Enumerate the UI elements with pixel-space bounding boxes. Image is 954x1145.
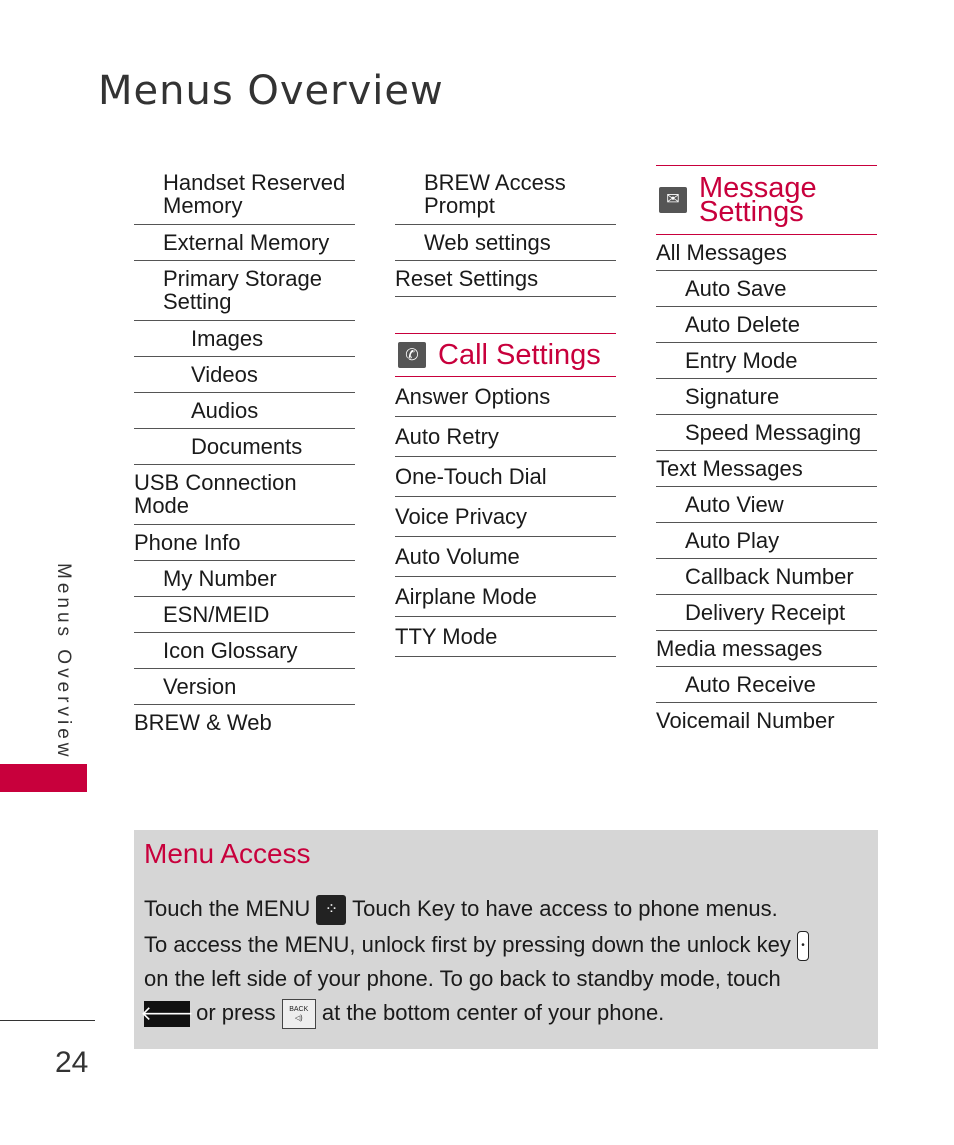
menu-item: Media messages <box>656 631 877 667</box>
back-arrow-icon: 🡐 <box>140 1003 194 1026</box>
text: Touch Key to have access to phone menus. <box>352 896 778 921</box>
menu-item: One-Touch Dial <box>395 457 616 497</box>
menu-item: Voicemail Number <box>656 708 835 733</box>
page-number: 24 <box>55 1046 89 1079</box>
menu-item: Auto View <box>656 487 877 523</box>
message-settings-header <box>656 165 877 235</box>
menu-item: Handset Reserved Memory <box>134 165 355 225</box>
menu-item: My Number <box>134 561 355 597</box>
back-button-icon <box>282 999 316 1029</box>
menu-item: Icon Glossary <box>134 633 355 669</box>
back-button-label: BACK <box>289 1006 309 1014</box>
section-title-line: Settings <box>699 196 804 228</box>
page-title: Menus Overview <box>98 68 444 114</box>
menu-column-2 <box>395 165 616 657</box>
menu-item: External Memory <box>134 225 355 261</box>
text: Touch the MENU <box>144 896 311 921</box>
menu-item: Delivery Receipt <box>656 595 877 631</box>
menu-item: Primary Storage Setting <box>134 261 355 321</box>
text: To access the MENU, unlock first by pressing down the unlock key <box>144 932 791 957</box>
call-settings-header <box>395 333 616 377</box>
menu-item: Version <box>134 669 355 705</box>
menu-item: Videos <box>134 357 355 393</box>
menu-access-line: on the left side of your phone. To go back to standby mode, touch <box>144 966 781 991</box>
menu-item: Auto Play <box>656 523 877 559</box>
menu-item: Auto Receive <box>656 667 877 703</box>
menu-item: Signature <box>656 379 877 415</box>
menu-item: Reset Settings <box>395 261 616 297</box>
menu-item: Answer Options <box>395 377 616 417</box>
menu-item: ESN/MEID <box>134 597 355 633</box>
menu-item: Audios <box>134 393 355 429</box>
menu-item: All Messages <box>656 235 877 271</box>
text: at the bottom center of your phone. <box>321 1000 665 1025</box>
menu-item: Phone Info <box>134 525 355 561</box>
menu-access-line <box>144 892 864 926</box>
menu-item: Documents <box>134 429 355 465</box>
menu-column-1 <box>134 165 355 740</box>
menu-item: USB Connection Mode <box>134 465 355 525</box>
menu-item: Speed Messaging <box>656 415 877 451</box>
menu-item: Images <box>134 321 355 357</box>
section-title-line: Message <box>699 172 817 204</box>
menu-item: BREW & Web <box>134 710 272 735</box>
menu-item: Callback Number <box>656 559 877 595</box>
menu-item: Voice Privacy <box>395 497 616 537</box>
menu-item: Auto Delete <box>656 307 877 343</box>
envelope-gear-icon: ✉ <box>659 187 687 213</box>
menu-item: Auto Volume <box>395 537 616 577</box>
menu-item: Auto Retry <box>395 417 616 457</box>
menu-access-title: Menu Access <box>144 838 311 869</box>
menu-item: Entry Mode <box>656 343 877 379</box>
menu-item: BREW Access Prompt <box>395 165 616 225</box>
speaker-icon: ◁) <box>294 1015 303 1023</box>
phone-gear-icon: ✆ <box>398 342 426 368</box>
section-title: Call Settings <box>438 338 601 371</box>
menu-key-icon: ⁘ <box>316 895 346 925</box>
side-section-label: Menus Overview <box>53 563 74 761</box>
unlock-key-icon: • <box>797 931 809 961</box>
menu-access-line <box>144 928 864 962</box>
page-number-rule <box>0 1020 95 1021</box>
text: or press <box>196 1000 276 1025</box>
menu-item: Auto Save <box>656 271 877 307</box>
menu-item: Text Messages <box>656 451 877 487</box>
menu-access-box <box>134 830 878 1049</box>
section-title <box>699 172 817 228</box>
menu-column-3 <box>656 165 877 738</box>
menu-access-line <box>140 996 864 1030</box>
menu-item: TTY Mode <box>395 617 616 657</box>
menu-item: Web settings <box>395 225 616 261</box>
menu-item: Airplane Mode <box>395 577 616 617</box>
side-tab-marker <box>0 764 87 792</box>
